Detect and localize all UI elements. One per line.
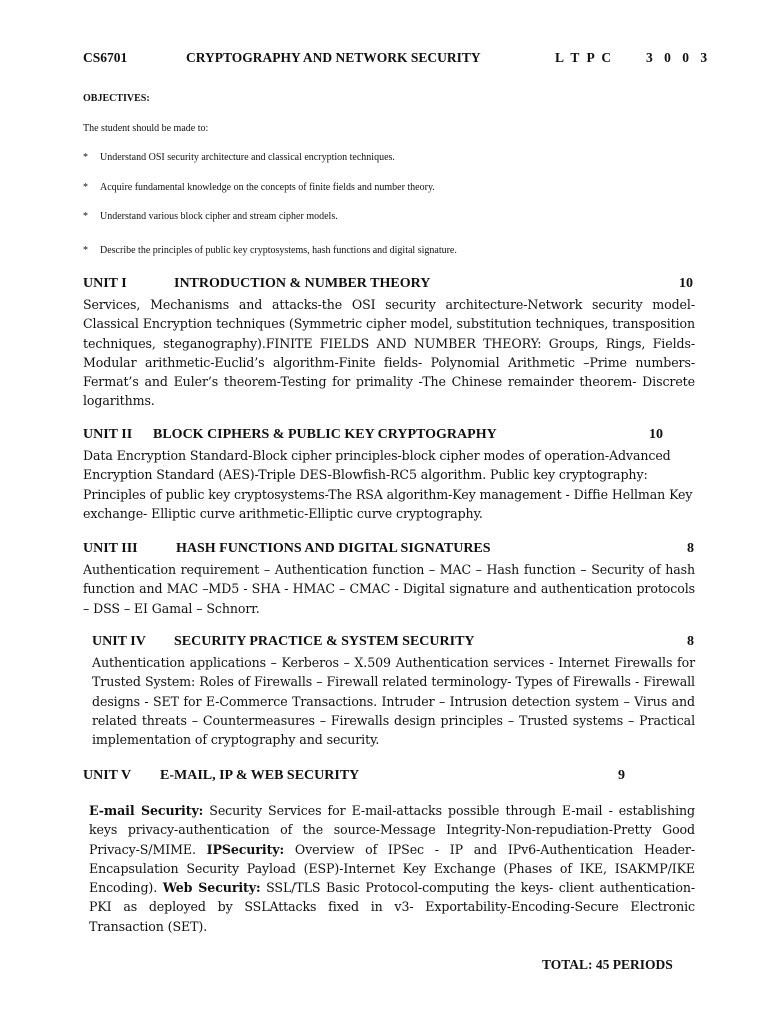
unit-title: HASH FUNCTIONS AND DIGITAL SIGNATURES (176, 541, 491, 556)
unit-heading (83, 276, 695, 294)
unit-title: INTRODUCTION & NUMBER THEORY (174, 276, 431, 291)
unit-title: BLOCK CIPHERS & PUBLIC KEY CRYPTOGRAPHY (153, 427, 497, 442)
unit-section (83, 541, 695, 618)
objectives-heading: OBJECTIVES: (83, 93, 150, 104)
objective-item (83, 211, 338, 222)
unit-number: UNIT IV (92, 634, 146, 649)
unit-body: Authentication applications – Kerberos – X.509 Authentication services - Internet Firewalls for Trusted System: Roles of Firewalls – Firewall related terminology- Types of Firewalls - Firewall designs - SET for E-Commerce Transactions. Intruder – Intrusion detection system – Virus and related threats – Countermeasures – Firewalls design principles – Trusted systems – Practical implementation of cryptography and security. (92, 655, 695, 748)
web-security-text: SSL/TLS Basic Protocol-computing the keys- client authentication-PKI as deployed by SSLAttacks fixed in v3- Exportability-Encoding-Secure Electronic Transaction (SET). (89, 880, 695, 934)
unit-section (83, 427, 695, 523)
ltpc-label: L T P C (555, 50, 614, 65)
unit-section (83, 276, 695, 411)
ipsecurity-label: IPSecurity: (206, 841, 285, 857)
unit-body (83, 801, 695, 936)
unit-hours: 8 (687, 634, 694, 649)
course-header (83, 50, 712, 70)
objective-item (83, 245, 457, 256)
bullet-glyph: * (83, 152, 88, 163)
unit-hours: 10 (679, 276, 693, 291)
bullet-glyph: * (83, 245, 88, 256)
objective-text: Describe the principles of public key cryptosystems, hash functions and digital signature. (100, 245, 457, 256)
total-periods: TOTAL: 45 PERIODS (542, 957, 673, 972)
ipsecurity-text: Overview of IPSec - IP and IPv6-Authentication Header-Encapsulation Security Payload (ESP)-Internet Key Exchange (Phases of IKE, ISAKMP/IKE Encoding). (89, 841, 695, 896)
unit-number: UNIT II (83, 427, 133, 442)
unit-heading (83, 541, 695, 559)
unit-number: UNIT III (83, 541, 138, 556)
unit-heading (83, 427, 695, 445)
course-code: CS6701 (83, 50, 128, 65)
unit-title: SECURITY PRACTICE & SYSTEM SECURITY (174, 634, 475, 649)
unit-section (92, 634, 695, 749)
email-security-text: Security Services for E-mail-attacks possible through E-mail - establishing keys privacy-authentication of the source-Message Integrity-Non-repudiation-Pretty Good Privacy-S/MIME. (89, 803, 695, 857)
email-security-label: E-mail Security: (89, 803, 204, 818)
objective-item (83, 182, 435, 193)
objective-item (83, 152, 395, 163)
web-security-label: Web Security: (162, 880, 261, 896)
unit-section (83, 768, 695, 936)
ltpc-values: 3 0 0 3 (646, 50, 712, 65)
unit-body: Data Encryption Standard-Block cipher principles-block cipher modes of operation-Advanced Encryption Standard (AES)-Triple DES-Blowfish-RC5 algorithm. Public key cryptography: Principles of public key cryptosystems-The RSA algorithm-Key management - Diffie Hellman Key exchange- Elliptic curve arithmetic-Elliptic curve cryptography. (83, 448, 693, 521)
unit-heading (92, 634, 695, 652)
course-title: CRYPTOGRAPHY AND NETWORK SECURITY (186, 50, 481, 65)
unit-hours: 9 (618, 768, 625, 783)
unit-body: Services, Mechanisms and attacks-the OSI security architecture-Network security model-Classical Encryption techniques (Symmetric cipher model, substitution techniques, transposition techniques, steganography).FINITE FIELDS AND NUMBER THEORY: Groups, Rings, Fields-Modular arithmetic-Euclid’s algorithm-Finite fields- Polynomial Arithmetic –Prime numbers-Fermat’s and Euler’s theorem-Testing for primality -The Chinese remainder theorem- Discrete logarithms. (83, 297, 695, 409)
unit-hours: 10 (649, 427, 663, 442)
objective-text: Understand various block cipher and stream cipher models. (100, 211, 338, 222)
unit-number: UNIT V (83, 768, 132, 783)
objective-text: Acquire fundamental knowledge on the concepts of finite fields and number theory. (100, 182, 435, 193)
objectives-intro: The student should be made to: (83, 123, 209, 134)
unit-heading (83, 768, 695, 786)
unit-hours: 8 (687, 541, 694, 556)
bullet-glyph: * (83, 211, 88, 222)
bullet-glyph: * (83, 182, 88, 193)
unit-body: Authentication requirement – Authentication function – MAC – Hash function – Security of hash function and MAC –MD5 - SHA - HMAC – CMAC - Digital signature and authentication protocols – DSS – EI Gamal – Schnorr. (83, 562, 695, 616)
unit-title: E-MAIL, IP & WEB SECURITY (160, 768, 360, 783)
unit-number: UNIT I (83, 276, 127, 291)
objective-text: Understand OSI security architecture and classical encryption techniques. (100, 152, 395, 163)
